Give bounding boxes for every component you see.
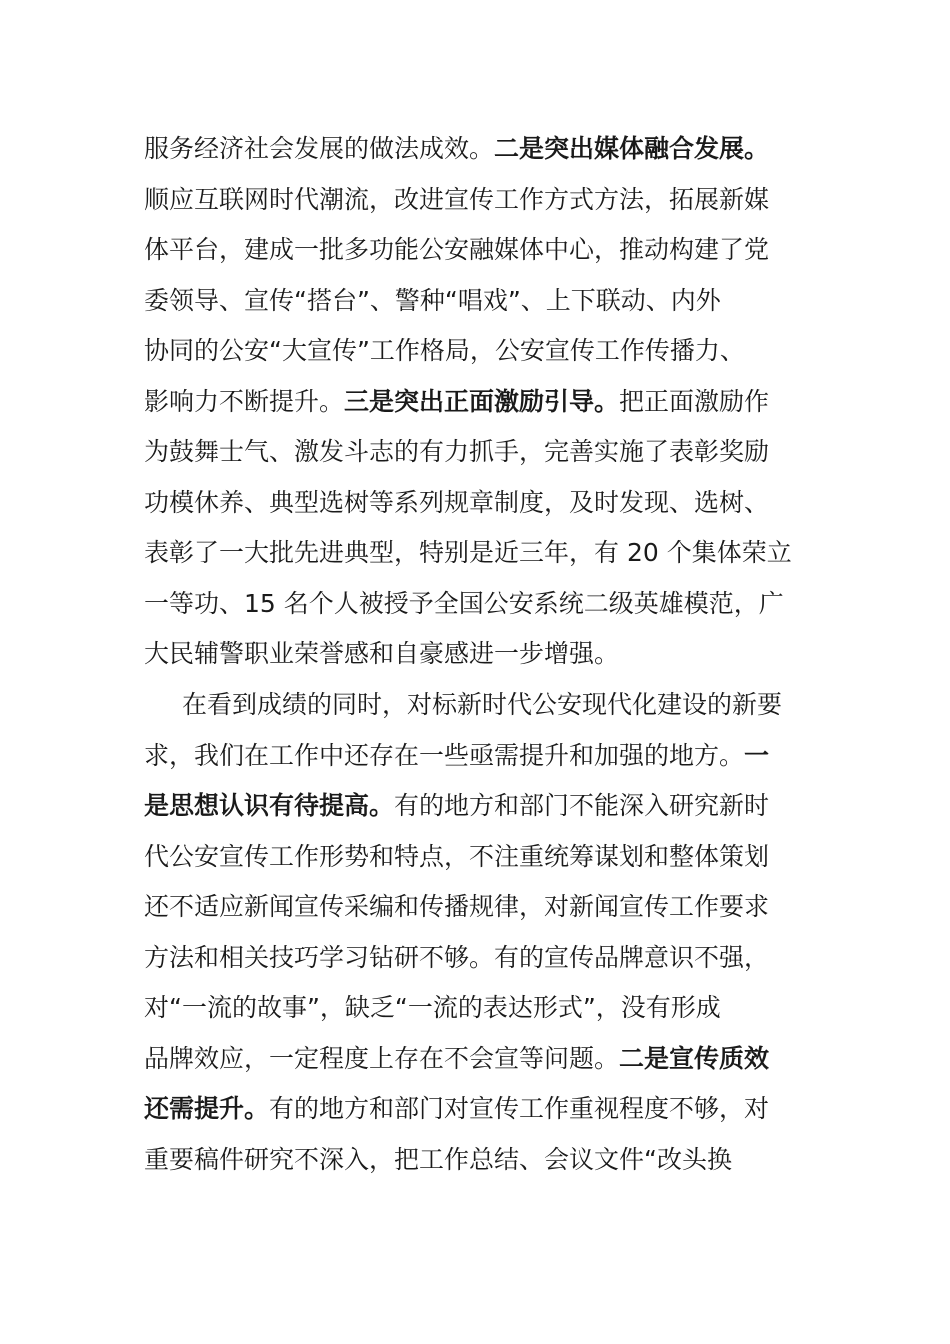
text-line	[144, 427, 808, 478]
body-text: 方法和相关技巧学习钻研不够。有的宣传品牌意识不强，	[144, 942, 770, 972]
text-line	[144, 680, 808, 731]
body-text: 求，我们在工作中还存在一些亟需提升和加强的地方。	[144, 740, 745, 770]
body-text: 服务经济社会发展的做法成效。	[144, 134, 495, 163]
body-text: 体平台，建成一批多功能公安融媒体中心，推动构建了党	[144, 235, 770, 264]
text-line	[144, 832, 808, 883]
text-line	[144, 124, 808, 175]
text-line	[144, 1034, 808, 1085]
body-text: 有的地方和部门不能深入研究新时	[394, 791, 770, 820]
bold-heading-text: 二是宣传质效	[619, 1043, 770, 1073]
body-text: 表彰了一大批先进典型，特别是近三年，有 20 个集体荣立	[144, 538, 792, 567]
body-text: 为鼓舞士气、激发斗志的有力抓手，完善实施了表彰奖励	[144, 437, 770, 466]
text-line	[144, 933, 808, 984]
text-line	[144, 478, 808, 529]
body-text: 还不适应新闻宣传采编和传播规律，对新闻宣传工作要求	[144, 892, 770, 921]
text-line	[144, 629, 808, 680]
paragraph-achievements	[144, 124, 808, 680]
body-text: 功模休养、典型选树等系列规章制度，及时发现、选树、	[144, 487, 770, 517]
text-line	[144, 377, 808, 428]
bold-heading-text: 二是突出媒体融合发展。	[494, 134, 770, 163]
text-line	[144, 1135, 808, 1186]
text-line	[144, 326, 808, 377]
body-text: 影响力不断提升。	[144, 386, 345, 416]
body-text: 一等功、15 名个人被授予全国公安系统二级英雄模范，广	[144, 588, 784, 618]
bold-heading-text: 是思想认识有待提高。	[144, 791, 395, 820]
text-line	[144, 175, 808, 226]
paragraph-shortcomings	[144, 680, 808, 1185]
text-line	[144, 882, 808, 933]
body-text: 代公安宣传工作形势和特点，不注重统筹谋划和整体策划	[144, 841, 770, 871]
text-line	[144, 579, 808, 630]
text-line	[144, 225, 808, 276]
text-line	[144, 781, 808, 832]
bold-heading-text: 三是突出正面激励引导。	[344, 386, 620, 416]
bold-heading-text: 一	[744, 740, 770, 770]
body-text: 顺应互联网时代潮流，改进宣传工作方式方法，拓展新媒	[144, 184, 770, 214]
text-line	[144, 983, 808, 1034]
text-line	[144, 1084, 808, 1135]
body-text: 品牌效应，一定程度上存在不会宣等问题。	[144, 1043, 620, 1073]
body-text: 把正面激励作	[619, 386, 770, 416]
bold-heading-text: 还需提升。	[144, 1094, 270, 1123]
body-text: 协同的公安“大宣传”工作格局，公安宣传工作传播力、	[144, 336, 745, 365]
body-text: 大民辅警职业荣誉感和自豪感进一步增强。	[144, 639, 620, 668]
body-text: 委领导、宣传“搭台”、警种“唱戏”、上下联动、内外	[144, 285, 721, 315]
text-line	[144, 731, 808, 782]
text-line	[144, 528, 808, 579]
body-text: 有的地方和部门对宣传工作重视程度不够，对	[269, 1094, 770, 1123]
body-text: 对“一流的故事”，缺乏“一流的表达形式”，没有形成	[144, 993, 721, 1022]
body-text: 重要稿件研究不深入，把工作总结、会议文件“改头换	[144, 1144, 732, 1174]
text-line	[144, 276, 808, 327]
body-text: 在看到成绩的同时，对标新时代公安现代化建设的新要	[182, 690, 783, 719]
